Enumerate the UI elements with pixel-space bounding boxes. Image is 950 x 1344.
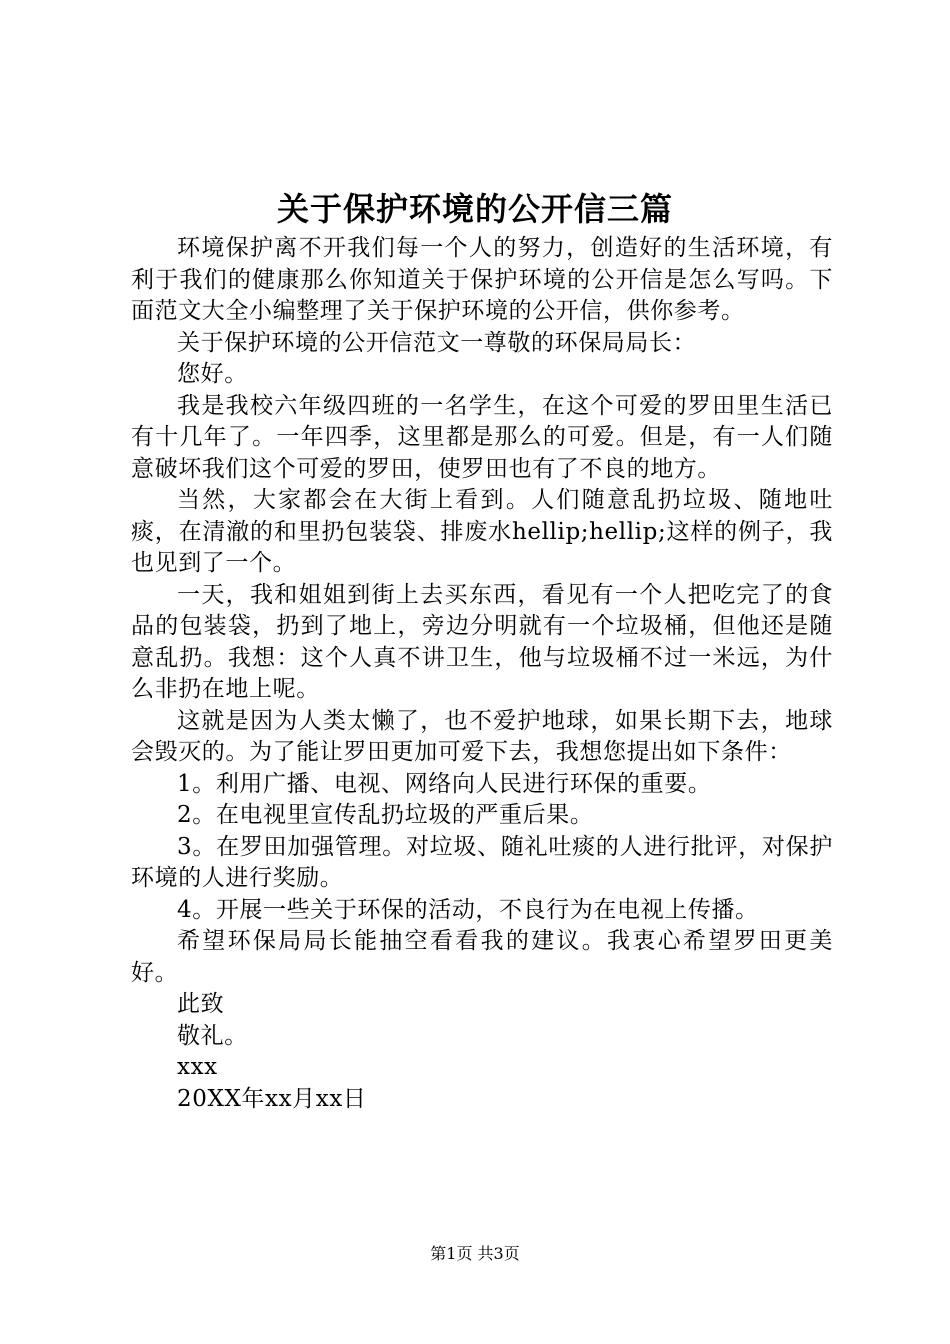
list-item: 4。开展一些关于环保的活动，不良行为在电视上传播。 <box>177 896 759 923</box>
list-item: 2。在电视里宣传乱扔垃圾的严重后果。 <box>177 802 594 828</box>
document-title: 关于保护环境的公开信三篇 <box>276 190 673 228</box>
page-indicator: 第1页 共3页 <box>430 1244 520 1263</box>
closing-regards: 敬礼。 <box>177 1022 248 1049</box>
paragraph-intro: 环境保护离不开我们每一个人的努力，创造好的生活环境，有利于我们的健康那么你知道关于保护环境的公开信是怎么写吗。下面范文大全小编整理了关于保护环境的公开信，供你参考。 <box>131 235 833 324</box>
document-body <box>131 233 833 1115</box>
paragraph-greeting: 您好。 <box>177 361 248 387</box>
paragraph-salutation: 关于保护环境的公开信范文一尊敬的环保局局长： <box>177 329 697 356</box>
paragraph-body: 这就是因为人类太懒了，也不爱护地球，如果长期下去，地球会毁灭的。为了能让罗田更加可爱下去，我想您提出如下条件： <box>131 707 833 765</box>
paragraph-body: 我是我校六年级四班的一名学生，在这个可爱的罗田里生活已有十几年了。一年四季，这里都是那么的可爱。但是，有一人们随意破坏我们这个可爱的罗田，使罗田也有了不良的地方。 <box>131 392 833 482</box>
list-item: 1。利用广播、电视、网络向人民进行环保的重要。 <box>177 770 712 797</box>
list-item: 3。在罗田加强管理。对垃圾、随礼吐痰的人进行批评，对保护环境的人进行奖励。 <box>131 833 833 891</box>
signature-date: 20XX年xx月xx日 <box>177 1085 367 1112</box>
closing-phrase: 此致 <box>177 991 225 1017</box>
paragraph-body: 一天，我和姐姐到街上去买东西，看见有一个人把吃完了的食品的包装袋，扔到了地上，旁边分明就有一个垃圾桶，但他还是随意乱扔。我想：这个人真不讲卫生，他与垃圾桶不过一米远，为什么非扔在地上呢。 <box>131 581 833 702</box>
paragraph-closing: 希望环保局局长能抽空看看我的建议。我衷心希望罗田更美好。 <box>131 928 833 986</box>
paragraph-body: 当然，大家都会在大街上看到。人们随意乱扔垃圾、随地吐痰，在清澈的和里扔包装袋、排废水hellip;hellip;这样的例子，我也见到了一个。 <box>131 487 833 576</box>
signature-name: xxx <box>177 1054 218 1080</box>
